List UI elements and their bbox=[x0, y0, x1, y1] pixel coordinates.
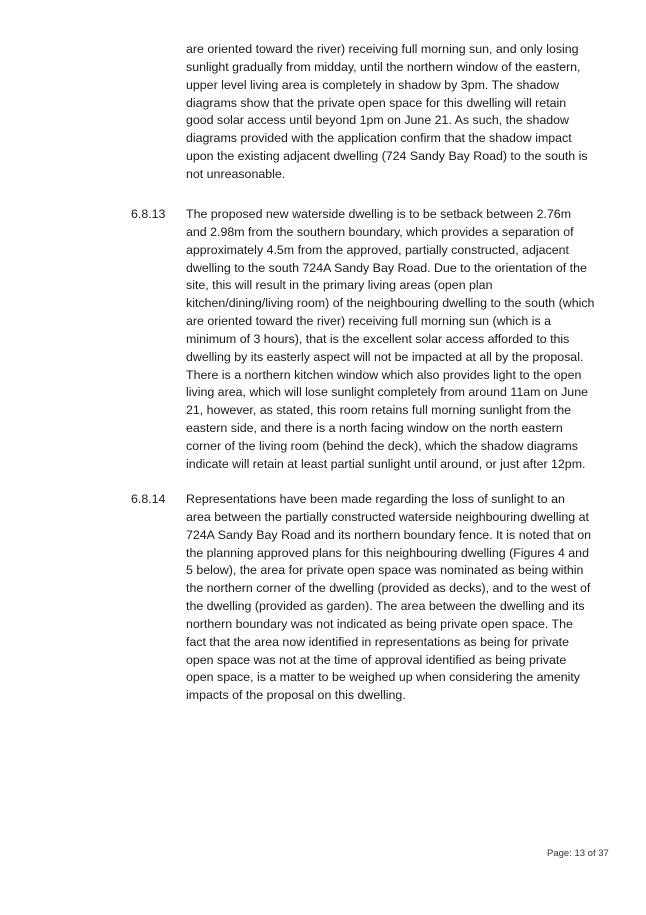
text-line: diagrams provided with the application confirm that the shadow impact bbox=[186, 131, 572, 146]
text-line: living area, which will lose sunlight completely from around 11am on June bbox=[186, 385, 588, 400]
text-line: site, this will result in the primary living areas (open plan bbox=[186, 278, 493, 293]
text-line: are oriented toward the river) receiving full morning sun, and only losing bbox=[186, 42, 579, 56]
text-line: eastern side, and there is a north facing window on the north eastern bbox=[186, 421, 563, 436]
text-line: area between the partially constructed waterside neighbouring dwelling at bbox=[186, 509, 589, 524]
text-line: 5 below), the area for private open space was nominated as being within bbox=[186, 563, 584, 578]
paragraph-number: 6.8.13 bbox=[131, 207, 166, 221]
text-line: upper level living area is completely in shadow by 3pm. The shadow bbox=[186, 77, 560, 92]
text-line: not unreasonable. bbox=[186, 166, 286, 181]
text-line: good solar access until beyond 1pm on June 21. As such, the shadow bbox=[186, 113, 569, 128]
text-line: Representations have been made regarding the loss of sunlight to an bbox=[186, 492, 565, 506]
text-line: 724A Sandy Bay Road and its northern boundary fence. It is noted that on bbox=[186, 527, 592, 542]
text-line: There is a northern kitchen window which also provides light to the open bbox=[186, 367, 582, 382]
text-line: diagrams show that the private open space for this dwelling will retain bbox=[186, 95, 567, 110]
text-line: sunlight gradually from midday, until the northern window of the eastern, bbox=[186, 59, 581, 74]
paragraph-number: 6.8.14 bbox=[131, 492, 166, 506]
text-line: dwelling by its easterly aspect will not be impacted at all by the proposal. bbox=[186, 349, 584, 364]
paragraph-body bbox=[186, 491, 606, 705]
text-line: approximately 4.5m from the approved, partially constructed, adjacent bbox=[186, 242, 569, 257]
text-line: impacts of the proposal on this dwelling. bbox=[186, 688, 406, 703]
text-line: corner of the living room (behind the deck), which the shadow diagrams bbox=[186, 438, 578, 453]
text-line: kitchen/dining/living room) of the neighbouring dwelling to the south (which bbox=[186, 296, 595, 311]
text-line: are oriented toward the river) receiving full morning sun (which is a bbox=[186, 314, 551, 329]
text-line: The proposed new waterside dwelling is to be setback between 2.76m bbox=[186, 207, 572, 221]
text-line: the dwelling (provided as garden). The area between the dwelling and its bbox=[186, 599, 585, 614]
text-line: fact that the area now identified in representations as being for private bbox=[186, 634, 569, 649]
text-line: upon the existing adjacent dwelling (724 Sandy Bay Road) to the south is bbox=[186, 149, 588, 164]
text-line: 21, however, as stated, this room retains full morning sunlight from the bbox=[186, 403, 571, 418]
text-line: open space was not at the time of approval identified as being private bbox=[186, 652, 567, 667]
page-number-footer: Page: 13 of 37 bbox=[547, 848, 609, 859]
paragraph-body bbox=[186, 206, 606, 474]
text-line: northern boundary was not indicated as being private open space. The bbox=[186, 616, 573, 631]
text-line: and 2.98m from the southern boundary, which provides a separation of bbox=[186, 224, 574, 239]
text-line: the northern corner of the dwelling (provided as decks), and to the west of bbox=[186, 581, 591, 596]
text-line: the planning approved plans for this neighbouring dwelling (Figures 4 and bbox=[186, 545, 589, 560]
text-line: dwelling to the south 724A Sandy Bay Road. Due to the orientation of the bbox=[186, 260, 587, 275]
text-line: open space, is a matter to be weighed up when considering the amenity bbox=[186, 670, 580, 685]
text-line: minimum of 3 hours), that is the excellent solar access afforded to this bbox=[186, 331, 570, 346]
continuation-paragraph bbox=[186, 41, 606, 184]
text-line: indicate will retain at least partial sunlight until around, or just after 12pm. bbox=[186, 456, 586, 471]
